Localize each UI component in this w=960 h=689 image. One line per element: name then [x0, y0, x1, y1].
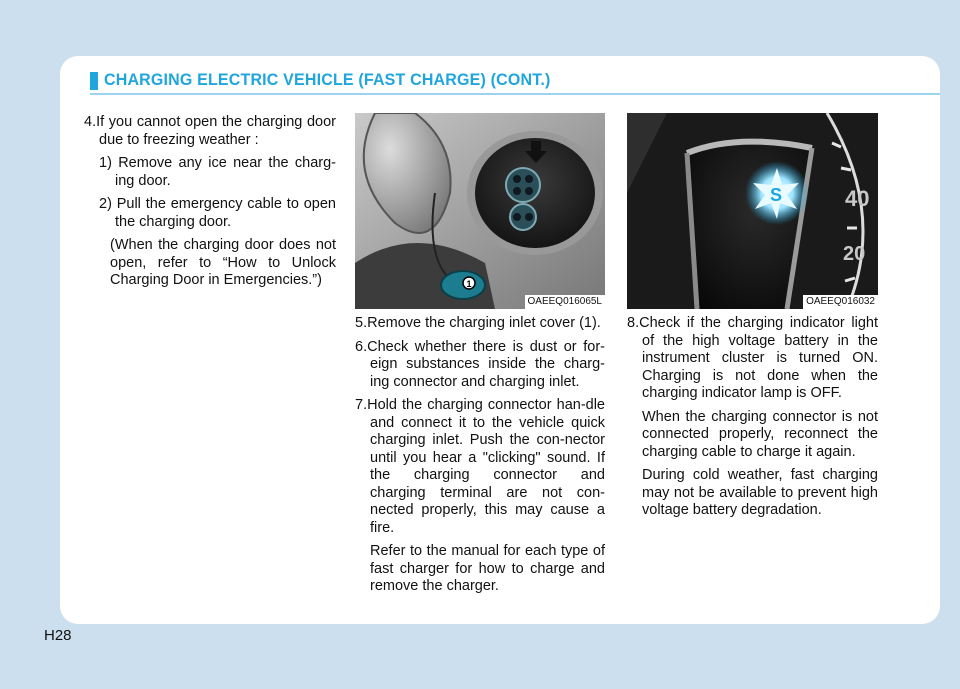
figure-callout-1: 1: [466, 279, 472, 289]
step-7-note: Refer to the manual for each type of fast charger for how to charge and remove the charger.: [370, 543, 605, 594]
figure-2-code: OAEEQ016032: [803, 295, 878, 309]
step-8: 8.Check if the charging indicator light of the high voltage battery in the instrument cluster is turned ON. Charging is not done when the charging indicator lamp is OFF.: [627, 315, 878, 401]
step-5: 5.Remove the charging inlet cover (1).: [355, 315, 601, 331]
section-title: CHARGING ELECTRIC VEHICLE (FAST CHARGE) (CONT.): [104, 70, 551, 89]
left-column: [84, 114, 336, 296]
figure-1-code: OAEEQ016065L: [525, 295, 606, 309]
step-7: 7.Hold the charging connector han-dle and connect it to the vehicle quick charging inlet. Push the con-nector until you hear a "clicking" sound. If the charging connector and charging terminal are not con-nected properly, this may cause a fire.: [355, 397, 605, 536]
middle-column: [355, 315, 605, 602]
charging-inlet-illustration: [355, 113, 605, 309]
step-4-sub-2: 2) Pull the emergency cable to open the charging door.: [99, 196, 336, 230]
step-6: 6.Check whether there is dust or for-eign substances inside the charg-ing connector and charging inlet.: [355, 338, 605, 390]
section-header: [90, 70, 940, 92]
page-number: H28: [44, 627, 72, 644]
step-4: 4.If you cannot open the charging door due to freezing weather :: [84, 114, 336, 148]
header-accent-bar: [90, 72, 98, 90]
step-4-sub-1: 1) Remove any ice near the charg-ing door.: [99, 155, 336, 189]
header-rule: [90, 93, 940, 95]
step-4-note: (When the charging door does not open, refer to “How to Unlock Charging Door in Emergencies.”): [110, 237, 336, 288]
svg-text:S: S: [769, 185, 783, 205]
charging-inlet-figure: [355, 113, 605, 309]
gauge-label-20: 20: [843, 243, 866, 265]
instrument-cluster-illustration: [627, 113, 878, 309]
step-8-note-2: During cold weather, fast charging may not be available to prevent high voltage battery degradation.: [642, 467, 878, 518]
right-column: [627, 315, 878, 526]
instrument-cluster-figure: [627, 113, 878, 309]
step-8-note-1: When the charging connector is not connected properly, reconnect the charging cable to charge it again.: [642, 408, 878, 460]
gauge-label-40: 40: [845, 186, 870, 211]
